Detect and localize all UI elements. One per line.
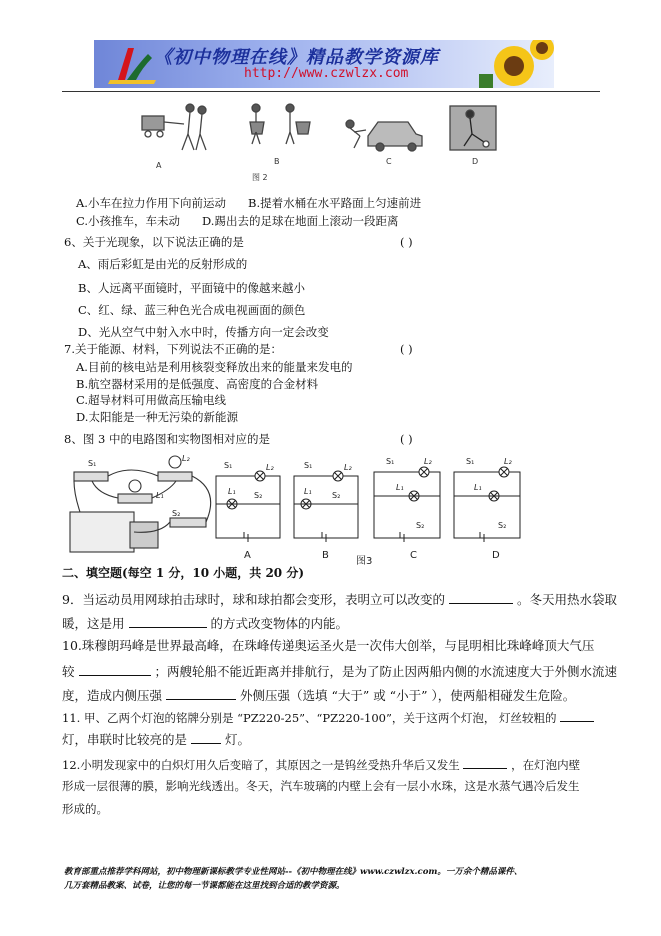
section2-heading: 二、填空题(每空 1 分，10 小题，共 20 分) (62, 566, 304, 580)
figure3-b-l2: L₂ (344, 463, 352, 472)
figure2-label-c: C (386, 157, 392, 166)
q10-line3-text-b: 外侧压强（选填 “大于” 或 “小于” ），使两船相碰发生危险。 (239, 688, 576, 703)
figure3-c-s2: S₂ (416, 521, 425, 530)
figure2-b-buckets (250, 104, 310, 144)
q11-line2-text-b: 灯。 (224, 732, 250, 747)
figure2-illustrations (140, 102, 520, 182)
q12-blank-1[interactable] (463, 756, 507, 769)
figure3-a-s2: S₂ (254, 491, 263, 500)
q8-answer-paren: ( ) (400, 432, 413, 446)
q9-line2-text-a: 暖，这是用 (62, 616, 125, 631)
header-rule (62, 91, 600, 92)
figure3-circuit-b (294, 471, 358, 542)
figure3-physical-s2: S₂ (172, 509, 181, 518)
figure3-circuit-d (454, 467, 520, 542)
q12-line3: 形成的。 (62, 802, 108, 816)
figure3-label-c: C (410, 550, 417, 561)
figure3-physical-l1: L₁ (156, 491, 164, 500)
logo-icon (108, 48, 156, 84)
q10-line2 (62, 663, 617, 679)
q5-option-b: B.提着水桶在水平路面上匀速前进 (248, 196, 422, 210)
q9-line1-text-a: 9．当运动员用网球拍击球时，球和球拍都会变形，表明立可以改变的 (62, 592, 445, 607)
figure3-d-s1: S₁ (466, 457, 475, 466)
figure2-label-d: D (472, 157, 479, 166)
q7-option-c: C.超导材料可用做高压输电线 (76, 393, 227, 407)
q5-option-d: D.踢出去的足球在地面上滚动一段距离 (202, 214, 399, 228)
q9-blank-2[interactable] (129, 615, 207, 628)
figure3-caption: 图3 (356, 556, 373, 567)
figure3-b-l1: L₁ (304, 487, 312, 496)
figure3-physical-circuit (70, 456, 211, 552)
q11-line2 (62, 731, 250, 747)
figure2-d-soccer (450, 106, 496, 150)
banner-url: http://www.czwlzx.com (244, 66, 409, 81)
figure3-a-l2: L₂ (266, 463, 274, 472)
figure3-d-l1: L₁ (474, 483, 482, 492)
figure2-label-b: B (274, 157, 280, 166)
q7-answer-paren: ( ) (400, 342, 413, 356)
figure3-circuit-a (216, 471, 280, 542)
figure3-physical-s1: S₁ (88, 459, 97, 468)
q9-line1-text-b: 。冬天用热水袋取 (516, 592, 617, 607)
figure3-a-s1: S₁ (224, 461, 233, 470)
q12-line1 (62, 756, 580, 772)
q11-line1 (62, 709, 594, 725)
figure2-a-cart-pull (142, 104, 206, 150)
q12-line1-text-b: ，在灯泡内壁 (511, 758, 581, 772)
q12-line1-text-a: 12.小明发现家中的白炽灯用久后变暗了，其原因之一是钨丝受热升华后又发生 (62, 758, 460, 772)
q6-stem: 6、关于光现象，以下说法正确的是 (64, 235, 244, 249)
figure3-label-d: D (492, 550, 500, 561)
q10-line2-text-a: 较 (62, 664, 75, 679)
q9-line2 (62, 615, 348, 631)
q5-option-a: A.小车在拉力作用下向前运动 (76, 196, 226, 210)
q10-blank-1[interactable] (79, 663, 151, 676)
figure3-c-l1: L₁ (396, 483, 404, 492)
figure3-c-s1: S₁ (386, 457, 395, 466)
q7-option-a: A.目前的核电站是利用核裂变释放出来的能量来发电的 (76, 360, 353, 374)
figure3-circuits (60, 450, 530, 568)
q7-stem: 7.关于能源、材料，下列说法不正确的是： (64, 342, 282, 356)
figure3-label-a: A (244, 550, 251, 561)
figure3-b-s1: S₁ (304, 461, 313, 470)
figure3-d-s2: S₂ (498, 521, 507, 530)
q6-option-b: B、人远离平面镜时，平面镜中的像越来越小 (78, 281, 305, 295)
q6-option-c: C、红、绿、蓝三种色光合成电视画面的颜色 (78, 303, 306, 317)
figure3-label-b: B (322, 550, 329, 561)
footer-line1: 教育部重点推荐学科网站，初中物理新课标教学专业性网站--《初中物理在线》www.czwlzx.com。一万余个精品课件、 (64, 867, 523, 877)
figure3-circuit-c (374, 467, 440, 542)
q6-option-d: D、光从空气中射入水中时，传播方向一定会改变 (78, 325, 329, 339)
figure3-c-l2: L₂ (424, 457, 432, 466)
figure3-physical-l2: L₂ (182, 454, 190, 463)
q10-blank-2[interactable] (166, 687, 236, 700)
q11-line2-text-a: 灯，串联时比较亮的是 (62, 732, 188, 747)
sunflower-icon (479, 40, 554, 88)
q7-option-d: D.太阳能是一种无污染的新能源 (76, 410, 238, 424)
header-banner (94, 40, 554, 88)
q11-blank-2[interactable] (191, 731, 221, 744)
figure3-d-l2: L₂ (504, 457, 512, 466)
q10-line3-text-a: 度，造成内侧压强 (62, 688, 163, 703)
q9-line1 (62, 591, 617, 607)
q6-answer-paren: ( ) (400, 235, 413, 249)
q10-line2-text-b: ；两艘轮船不能近距离并排航行，是为了防止因两船内侧的水流速度大于外侧水流速 (154, 664, 617, 679)
figure2-label-a: A (156, 161, 162, 170)
figure3-b-s2: S₂ (332, 491, 341, 500)
q12-line2: 形成一层很薄的膜，影响光线透出。冬天，汽车玻璃的内壁上会有一层小水珠，这是水蒸气遇冷后发生 (62, 779, 580, 793)
q11-line1-text-a: 11. 甲、乙两个灯泡的铭牌分别是 “PZ220-25”、“PZ220-100”，关于这两个灯泡， 灯丝较粗的 (62, 711, 557, 725)
q10-line1: 10.珠穆朗玛峰是世界最高峰，在珠峰传递奥运圣火是一次伟大创举，与昆明相比珠峰峰顶大气压 (62, 638, 595, 653)
q6-option-a: A、雨后彩虹是由光的反射形成的 (78, 257, 248, 271)
q9-line2-text-b: 的方式改变物体的内能。 (210, 616, 348, 631)
figure2-caption: 图 2 (252, 173, 268, 182)
q8-stem: 8、图 3 中的电路图和实物图相对应的是 (64, 432, 270, 446)
q11-blank-1[interactable] (560, 709, 594, 722)
footer-line2: 几万套精品教案、试卷，让您的每一节课都能在这里找到合适的教学资源。 (64, 881, 345, 891)
q5-option-c: C.小孩推车，车未动 (76, 214, 181, 228)
q7-option-b: B.航空器材采用的是低强度、高密度的合金材料 (76, 377, 319, 391)
banner-title: 《初中物理在线》精品教学资源库 (154, 47, 439, 68)
figure3-a-l1: L₁ (228, 487, 236, 496)
figure2-c-car-push (346, 120, 422, 151)
q9-blank-1[interactable] (449, 591, 513, 604)
q10-line3 (62, 687, 575, 703)
